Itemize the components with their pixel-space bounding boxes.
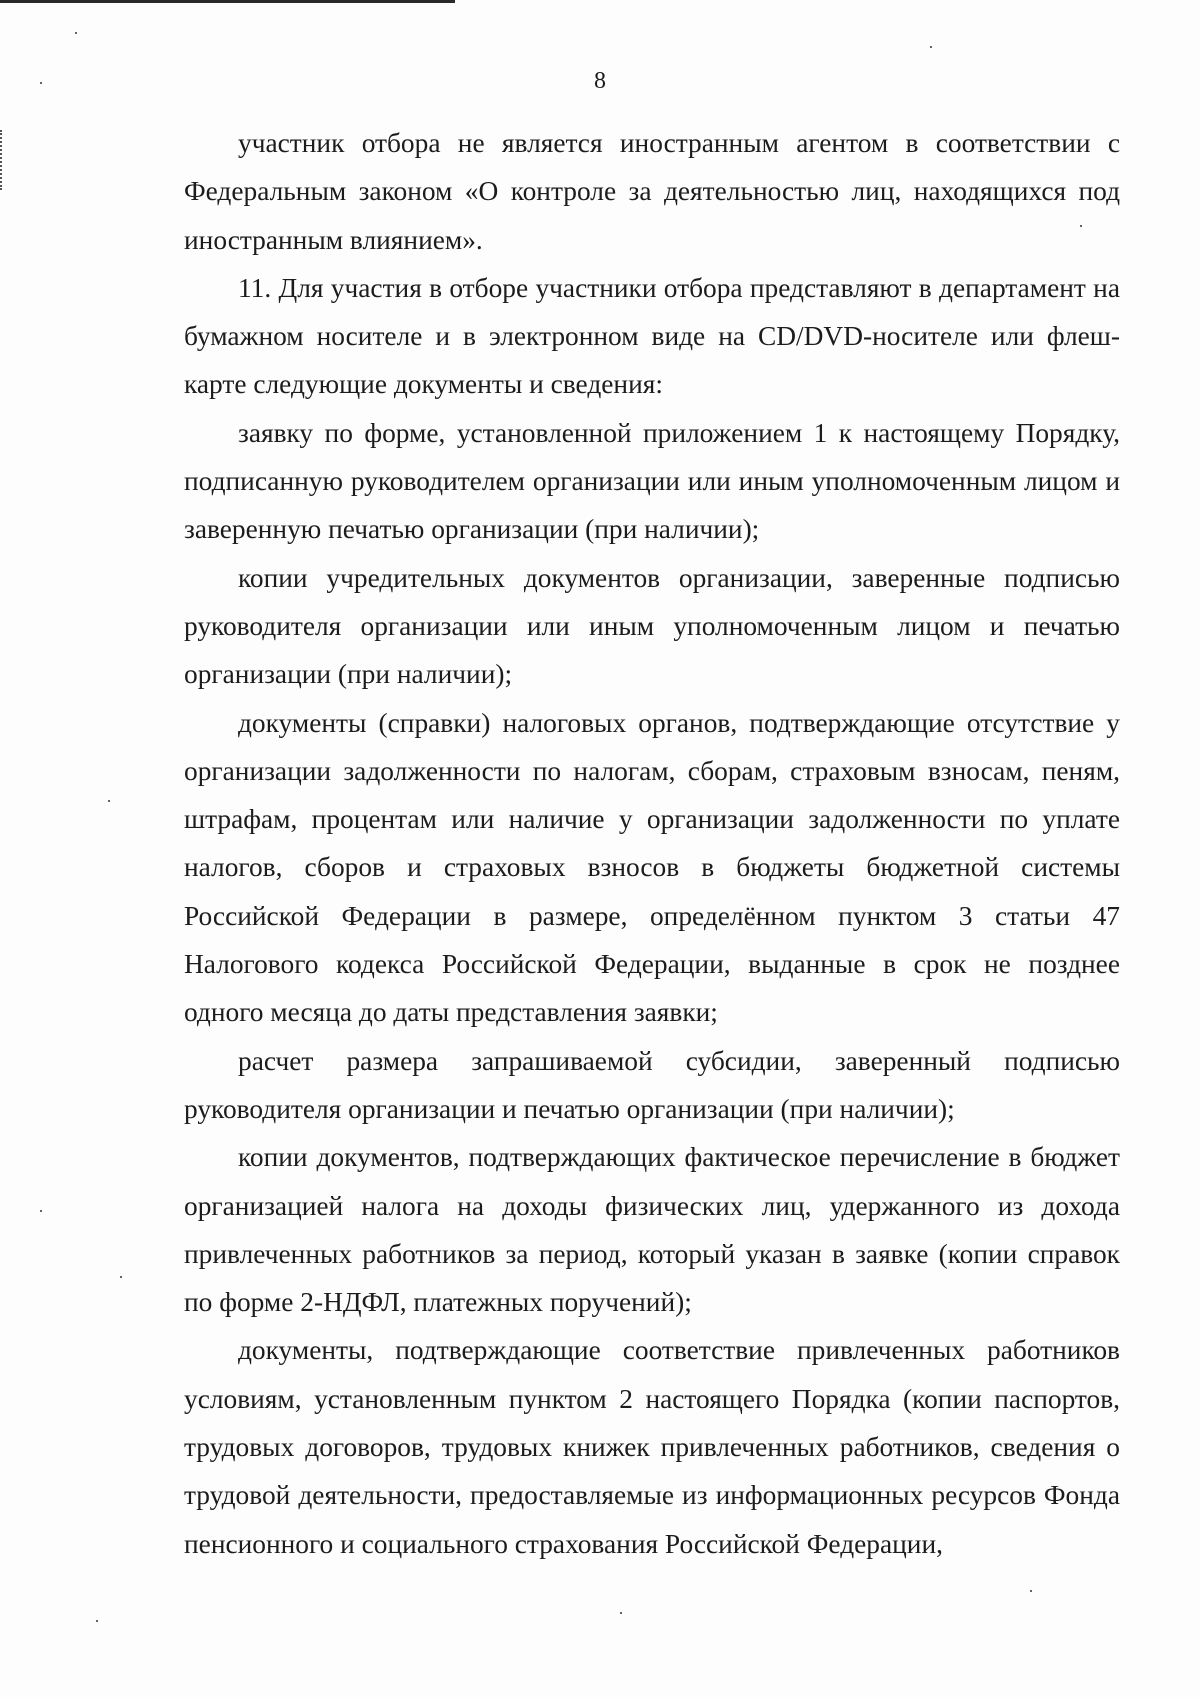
scan-speck — [108, 800, 110, 802]
scan-speck — [620, 1612, 622, 1614]
paragraph-founding-documents: копии учредительных документов организации, заверенные подписью руководителя организации или иным уполномоченным лицом и печатью организации (при наличии); — [184, 562, 1120, 690]
top-edge-rule — [0, 0, 455, 3]
scan-speck — [120, 1276, 122, 1278]
left-binding-marks — [0, 130, 5, 190]
paragraph-employee-compliance-documents: документы, подтверждающие соответствие привлеченных работников условиям, установленным пунктом 2 настоящего Порядка (копии паспортов, трудовых договоров, трудовых книжек привлеченных работников, сведения о трудовой деятельности, предоставляемые из информационных ресурсов Фонда пенсионного и социального страхования Российской Федерации, — [184, 1335, 1120, 1559]
scan-speck — [75, 32, 77, 34]
scan-speck — [930, 46, 932, 48]
scan-speck — [96, 1620, 98, 1622]
paragraph-application-form: заявку по форме, установленной приложением 1 к настоящему Порядку, подписанную руководителем организации или иным уполномоченным лицом и заверенную печатью организации (при наличии); — [184, 417, 1120, 545]
document-body — [184, 119, 1120, 1568]
paragraph-subsidy-calculation: расчет размера запрашиваемой субсидии, заверенный подписью руководителя организации и печатью организации (при наличии); — [184, 1045, 1120, 1124]
paragraph-foreign-agent-clause: участник отбора не является иностранным агентом в соответствии с Федеральным законом «О контроле за деятельностью лиц, находящихся под иностранным влиянием». — [184, 128, 1120, 255]
paragraph-item-11-intro: 11. Для участия в отборе участники отбора представляют в департамент на бумажном носителе и в электронном виде на CD/DVD-носителе или флеш-карте следующие документы и сведения: — [184, 272, 1120, 400]
paragraph-tax-certificates: документы (справки) налоговых органов, подтверждающие отсутствие у организации задолженности по налогам, сборам, страховым взносам, пеням, штрафам, процентам или наличие у организации задолженности по уплате налогов, сборов и страховых взносов в бюджеты бюджетной системы Российской Федерации в размере, определённом пунктом 3 статьи 47 Налогового кодекса Российской Федерации, выданные в срок не позднее одного месяца до даты представления заявки; — [184, 707, 1120, 1028]
scan-speck — [40, 1210, 42, 1212]
scan-speck — [1030, 1590, 1032, 1592]
scan-speck — [1080, 225, 1082, 227]
page-number: 8 — [594, 68, 606, 94]
paragraph-income-tax-documents: копии документов, подтверждающих фактическое перечисление в бюджет организацией налога на доходы физических лиц, удержанного из дохода привлеченных работников за период, который указан в заявке (копии справок по форме 2-НДФЛ, платежных поручений); — [184, 1142, 1120, 1318]
scan-speck — [40, 82, 42, 84]
